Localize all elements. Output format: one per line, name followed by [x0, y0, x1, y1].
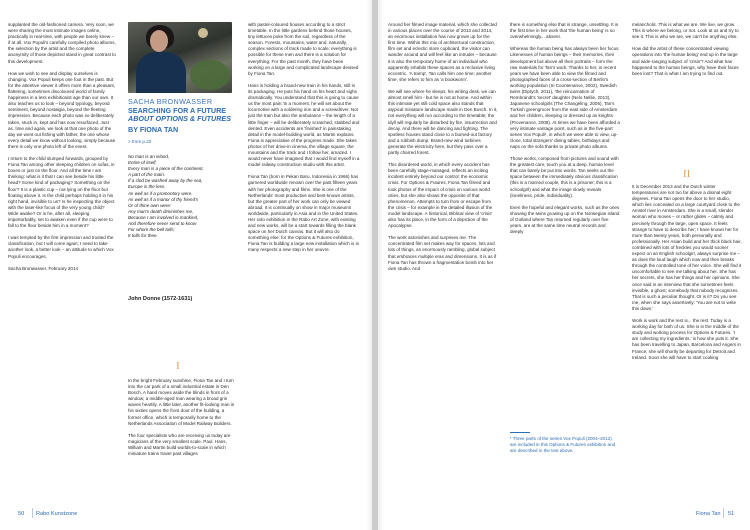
section-label-right: Fiona Tan — [696, 511, 721, 517]
right-column-2: there is something else that is strange, unsettling. It is the first time in her work that 'the human being' is so overwhelmingly... absent. Whereas the human being has always been her focus. Likenesses of human beings – their memories, their development but above all their portraits – form the raw materials for Tan's work. Thanks to her, in recent years we have been able to view the filmed and photographed faces of a cross-section of Berlin's working population (In Countenance, 2002), Swedish twins (Diptych, 2011), 'the reincarnation of Rembrandt's 'secret' daughter (Nelo Nellie, 2013), Japanese schoolgirls (The Changeling, 2006), Tan's Turkish greengrocer from the east side of Amsterdam and her children, sleeping or dressed up as knights (Provenance, 2008). At times we have been afforded a very intimate vantage point, such as in the five-part series Vox Populi¹, in which we were able to view, up-close, total strangers' dining tables, birthdays and naps on the sofa thanks to private photo albums. Those works, composed from pictures and sound with the greatest care, touch you at a deep, human level that can barely be put into words. Tan seeks out the space between the immediately obvious classification (this is a married couple, this is a prisoner, this is a schoolgirl) and what the image slowly reveals (loneliness, pride, individuality). Even the hopeful and elegant works, such as the ones showing the twins growing up on the Norwegian island of Gotland where Tan returned regularly over five years, are at the same time neutral records and deeply — [510, 22, 620, 235]
page-number-right: 51 — [728, 511, 735, 517]
left-column-2-lower: In the bright February sunshine, Fiona Tan and I turn into the car park of a small industrial estate in Den Bosch. A hand moves aside the blinds in front of a window; a middle-aged man wearing a broad grin waves heartily. A little later, another fit-looking man in his sixties opens the front door of the building, a former office, which is temporarily home to the Netherlands Association of Model Railway Builders. The four specialists who are receiving us today are magicians of the very smallest scale. Paul, Hans, William and Martin build worlds-to-scale in which miniature trains travel past villages — [128, 378, 235, 457]
left-column-1: supplanted the old-fashioned camera. Very soon, we were sharing the most intimate images online, practically in real-time, with people we barely knew – if at all. Vox Populi's carefully compiled photo albums, the selection by the artist and the complete anonymity of those depicted stand in great contrast to this development. How we wish to see and display ourselves is changing. Vox Populi keeps one foot in the past. But for the attentive viewer it offers more than a pleasant, flattering, sometimes discoloured world of family happiness in a less exhibitionist age than our own. It also teaches us to look – beyond typology, beyond sentiment, beyond nostalgia, beyond the fleeting impression. Because each photo was so deliberately taken, stuck in, kept and has now resurfaced. Just as, time and again, we look at that one photo of the day we went out fishing with father, the one whose every detail we know without looking, simply because there is only one photo left of the event. I return to the child slumped forwards, grouped by Fiona Tan among other sleeping children on sofas, in boxes or just on the floor. And all the time I am thinking: what is it that I can see beside his little head? Some kind of packaging? Something on the floor? It is a plastic cup – not lying on the floor but floating above it. Is the child perhaps holding it in his right hand, invisible to us? Is he inspecting the object with the laser-like focus of the very young child? Wide awake? Or is he, after all, sleeping imperturbably, set to awaken even if the cup were to fall to the floor beside him in a moment? I was tempted by the first impression and trusted the classification, but I will come again; I need to take another look, a better look – an attitude to which Vox Populi encourages. Sacha Bronwasser, February 2014 — [8, 22, 116, 271]
section-numeral-2: II — [683, 168, 691, 180]
footer-divider-right — [723, 508, 724, 518]
from-page-link[interactable]: > from p.22 — [128, 139, 152, 144]
left-page — [0, 0, 372, 530]
article-byline: BY FIONA TAN — [128, 125, 179, 134]
footnote-rule — [510, 432, 530, 433]
right-column-3-bottom: It is December 2013 and the Dutch winter temperatures are not too far above a dismal eight degrees. Fiona Tan opens the door to her studio, which lies concealed on a large courtyard close to the Amstel river in Amsterdam. She is a small, slender woman who moves – or rather glides – calmly and precisely through the large, open space. It feels strange to have to describe her; I have known her for more than twenty years, both personally and professionally. Her Asian build and her thick black hair, combined with lots of freckles you would sooner expect on an English schoolgirl, always surprise me – as does the loud laugh which now and then breaks through the controlled tone of her voice. She will find it uncomfortable to see me talking about her. She has her secrets, she has her things and her opinions. She once said in an interview that she sometimes feels invisible, a ghost; somebody that nobody recognizes. That is such a peculiar thought. Or is it? Do you see me, when she says assertively: 'You are not to write this down.' Work is work and the rest is... the rest. Today is a working day for both of us. She is in the middle of the study and working process for Options & Futures. 'I am collecting my ingredients,' is how she puts it. She has been travelling to Japan, Barcelona and Angers in France; she will shortly be departing for Detroit and Ireland. Soon she will have to start cooking — [632, 184, 742, 360]
title-line-2: ABOUT OPTIONS & FUTURES — [128, 114, 232, 124]
footer-divider-left — [32, 508, 33, 518]
right-column-3-top: melancholic. This is what we are. We live, we grow. This is where we belong, or not. Look at us and try to see it. This is who we are, we can't be anything else. How did the artist of these concentrated viewing operations into 'the human being' end up in the large and wide-ranging subject of 'crisis'? And what has happened to the human beings, why have their faces been lost? That is what I am trying to find out. — [632, 22, 739, 76]
page-number-left: 50 — [18, 511, 25, 517]
article-title — [128, 107, 238, 123]
section-label-left: Rabo Kunstzone — [36, 511, 78, 517]
fiona-tan-portrait-photo — [128, 22, 232, 93]
left-column-3: with pastel-coloured houses according to a strict timetable. In the little gardens behind those houses, tiny lettuces poke from the soil, regardless of the season. Forests, mountains, water and, naturally, complex sections of track made to scale: everything is possible for these men and there is a solution for everything. For the past month, they have been working on a large and complicated landscape devised by Fiona Tan. Hans is holding a brand-new train in his hands, still in its packaging. He puts his hand on his heart and sighs dramatically. You understand that this is going to cause us the most pain.'In a moment, he will set about the locomotive with a soldering iron and a screwdriver. Not just the train but also the ambulance – the length of a little finger – will be deliberately scratched, stabbed and dented. Even accidents are 'finished' in painstaking detail in the model-building world, as Martin explains. Fiona is appreciative of the progress made. She takes photos of her drive-in cinema, the village square, the mountains and the track and I follow her, amazed. I would never have imagined that I would find myself in a model railway construction studio with this artist. Fiona Tan (born in Pekan Baru, Indonesia in 1966) has garnered worldwide renown over the past fifteen years with her photography and films. She is one of the Netherlands' most productive and best-known artists, but the greater part of her work can only be viewed abroad. It is continually on show in major museums worldwide, particularly in Asia and in the United States. Her solo exhibition in the Rabo Art Zone, with existing and new works, will be a start towards filling the blank space on her Dutch canvas. But it will also do something else: for the Options & Futures exhibition, Fiona Tan is building a large new installation which is in many respects a new step in her oeuvre. — [248, 22, 360, 253]
title-line-1: SEARCHING FOR A FUTURE — [128, 106, 227, 115]
author-name: SACHA BRONWASSER — [128, 97, 213, 106]
footnote: ¹ Three parts of the series Vox Populi (2004–2012) are included in this Options & Futures exhibition and are described in the text above. — [510, 436, 616, 454]
epigraph-poem: No man is an island, Entire of itself, Every man is a piece of the continent, A part of the main. If a clod be washed away by the sea, Europe is the less. As well as if a promontory were. As well as if a manor of thy friend's Or of thine own were: Any man's death diminishes me, Because I am involved in mankind, And therefore never send to know For whom the bell tolls; It tolls for thee. — [128, 154, 204, 239]
section-numeral-1: I — [176, 360, 180, 372]
spine-gutter — [366, 0, 384, 530]
right-page — [378, 0, 750, 530]
right-column-1: Around her filmed image material, which she collected in various places over the course of 2013 and 2014, an enormous installation has now grown up for the first time. Within this mix of architectural construction, film set and eclectic store cupboard, the visitor can wander around and will feel like an intruder – because it is also the temporary home of an individual who apparently inhabits these spaces as a reclusive living eccentric. 'A tramp', Tan calls him one time; another time, she refers to him as 'a bookworm'. We will see where he sleeps, his writing desk, we can almost smell him - but he is not at home. And within this intimate yet still cold space also stands that atypical miniature landscape made in Den Bosch. In it, not everything will run according to the timetable; the idyll will regularly be disturbed by fire, insurrection and decay. And there will be dancing and fighting. The spotless houses stand close to a burned-out factory and a rubbish dump. Brand-new wind turbines generate the electricity here, but they pass over a partly charred forest. This disordered world, in which every accident has been carefully stage-managed, reflects an inciting incident entirely beyond our control: the economic crisis. For Options & Futures, Fiona Tan filmed and took photos of the impact of crisis on various world cities, but she also shows the opposite of that phenomenon. Attempts to turn from or escape from the crisis – for example in the detailed illusion of the model landscape. A historical, Biblical view of 'crisis' also has its place, in the form of a depiction of the Apocalypse. The work astonishes and surprises me. The concentrated film set makes way for spaces, lots and lots of things, an enormously rambling, global subject that embraces multiple eras and dimensions. It is as if Fiona Tan has thrown a fragmentation bomb into her own studio. And — [388, 22, 498, 271]
epigraph-attribution: John Donne (1572-1631) — [128, 296, 193, 302]
